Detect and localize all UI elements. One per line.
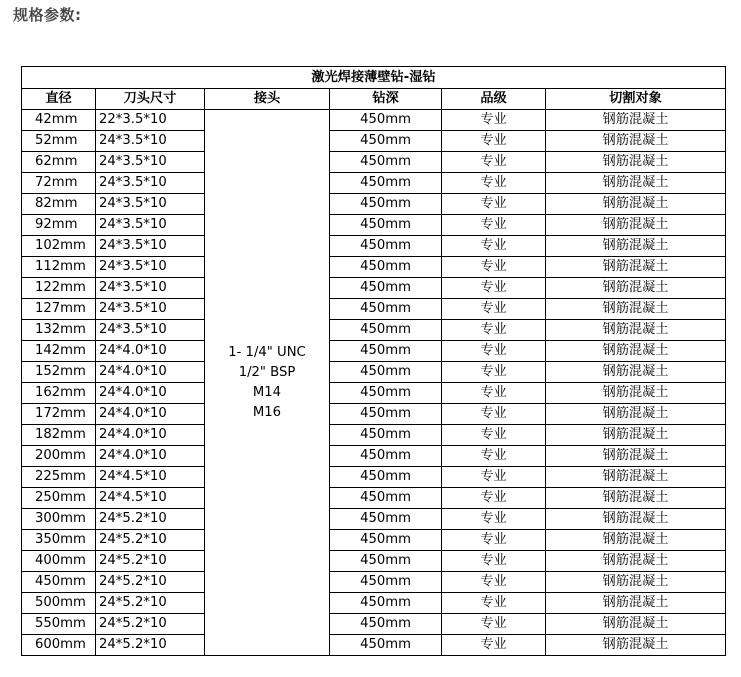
cell-grade: 专业: [442, 236, 546, 257]
cell-segment-size: 24*4.5*10: [96, 467, 205, 488]
cell-grade: 专业: [442, 404, 546, 425]
header-cutting-target: 切割对象: [546, 89, 726, 110]
cell-cutting-target: 钢筋混凝土: [546, 320, 726, 341]
cell-segment-size: 24*3.5*10: [96, 320, 205, 341]
cell-cutting-target: 钢筋混凝土: [546, 383, 726, 404]
cell-cutting-target: 钢筋混凝土: [546, 488, 726, 509]
page-heading: 规格参数:: [13, 6, 82, 24]
cell-diameter: 132mm: [22, 320, 96, 341]
cell-drill-depth: 450mm: [330, 341, 442, 362]
cell-diameter: 550mm: [22, 614, 96, 635]
spec-table: [21, 66, 726, 656]
cell-drill-depth: 450mm: [330, 551, 442, 572]
cell-segment-size: 24*3.5*10: [96, 236, 205, 257]
cell-diameter: 162mm: [22, 383, 96, 404]
table-title: 激光焊接薄壁钻-湿钻: [22, 67, 726, 89]
cell-segment-size: 24*4.0*10: [96, 446, 205, 467]
table-row: [22, 551, 726, 572]
cell-drill-depth: 450mm: [330, 173, 442, 194]
cell-grade: 专业: [442, 383, 546, 404]
header-grade: 品级: [442, 89, 546, 110]
cell-cutting-target: 钢筋混凝土: [546, 362, 726, 383]
cell-drill-depth: 450mm: [330, 425, 442, 446]
cell-grade: 专业: [442, 530, 546, 551]
cell-cutting-target: 钢筋混凝土: [546, 173, 726, 194]
table-row: [22, 383, 726, 404]
header-connector: 接头: [205, 89, 330, 110]
cell-diameter: 112mm: [22, 257, 96, 278]
cell-drill-depth: 450mm: [330, 614, 442, 635]
cell-cutting-target: 钢筋混凝土: [546, 593, 726, 614]
cell-diameter: 500mm: [22, 593, 96, 614]
cell-segment-size: 24*5.2*10: [96, 635, 205, 656]
cell-cutting-target: 钢筋混凝土: [546, 299, 726, 320]
cell-drill-depth: 450mm: [330, 404, 442, 425]
cell-drill-depth: 450mm: [330, 257, 442, 278]
cell-cutting-target: 钢筋混凝土: [546, 635, 726, 656]
table-row: [22, 152, 726, 173]
cell-segment-size: 24*4.0*10: [96, 404, 205, 425]
cell-segment-size: 24*5.2*10: [96, 551, 205, 572]
cell-grade: 专业: [442, 635, 546, 656]
cell-cutting-target: 钢筋混凝土: [546, 530, 726, 551]
cell-segment-size: 24*3.5*10: [96, 152, 205, 173]
cell-diameter: 300mm: [22, 509, 96, 530]
cell-connector: [205, 110, 330, 656]
cell-segment-size: 24*3.5*10: [96, 194, 205, 215]
cell-grade: 专业: [442, 572, 546, 593]
cell-grade: 专业: [442, 257, 546, 278]
cell-cutting-target: 钢筋混凝土: [546, 131, 726, 152]
connector-line: M14: [252, 384, 282, 400]
cell-segment-size: 24*5.2*10: [96, 509, 205, 530]
cell-cutting-target: 钢筋混凝土: [546, 257, 726, 278]
cell-grade: 专业: [442, 173, 546, 194]
cell-drill-depth: 450mm: [330, 215, 442, 236]
cell-cutting-target: 钢筋混凝土: [546, 215, 726, 236]
cell-segment-size: 24*5.2*10: [96, 593, 205, 614]
table-row: [22, 299, 726, 320]
table-row: [22, 236, 726, 257]
header-row: [22, 89, 726, 110]
cell-grade: 专业: [442, 131, 546, 152]
cell-drill-depth: 450mm: [330, 509, 442, 530]
cell-grade: 专业: [442, 299, 546, 320]
connector-line: 1- 1/4" UNC: [228, 344, 306, 360]
table-row: [22, 404, 726, 425]
cell-diameter: 225mm: [22, 467, 96, 488]
cell-grade: 专业: [442, 425, 546, 446]
table-row: [22, 278, 726, 299]
cell-drill-depth: 450mm: [330, 383, 442, 404]
cell-segment-size: 24*5.2*10: [96, 530, 205, 551]
cell-segment-size: 24*4.0*10: [96, 425, 205, 446]
cell-diameter: 350mm: [22, 530, 96, 551]
cell-segment-size: 22*3.5*10: [96, 110, 205, 131]
cell-cutting-target: 钢筋混凝土: [546, 278, 726, 299]
cell-grade: 专业: [442, 152, 546, 173]
cell-cutting-target: 钢筋混凝土: [546, 614, 726, 635]
cell-segment-size: 24*3.5*10: [96, 215, 205, 236]
cell-drill-depth: 450mm: [330, 362, 442, 383]
cell-cutting-target: 钢筋混凝土: [546, 551, 726, 572]
cell-drill-depth: 450mm: [330, 320, 442, 341]
cell-cutting-target: 钢筋混凝土: [546, 341, 726, 362]
cell-grade: 专业: [442, 509, 546, 530]
cell-cutting-target: 钢筋混凝土: [546, 572, 726, 593]
cell-diameter: 400mm: [22, 551, 96, 572]
cell-grade: 专业: [442, 194, 546, 215]
cell-segment-size: 24*3.5*10: [96, 278, 205, 299]
cell-diameter: 62mm: [22, 152, 96, 173]
cell-drill-depth: 450mm: [330, 152, 442, 173]
cell-diameter: 72mm: [22, 173, 96, 194]
cell-segment-size: 24*4.5*10: [96, 488, 205, 509]
table-row: [22, 173, 726, 194]
cell-grade: 专业: [442, 446, 546, 467]
table-row: [22, 572, 726, 593]
cell-cutting-target: 钢筋混凝土: [546, 110, 726, 131]
table-row: [22, 425, 726, 446]
cell-grade: 专业: [442, 320, 546, 341]
cell-diameter: 250mm: [22, 488, 96, 509]
cell-segment-size: 24*5.2*10: [96, 572, 205, 593]
table-row: [22, 509, 726, 530]
table-row: [22, 362, 726, 383]
table-body: [22, 110, 726, 656]
table-row: [22, 215, 726, 236]
cell-grade: 专业: [442, 362, 546, 383]
cell-segment-size: 24*4.0*10: [96, 341, 205, 362]
cell-drill-depth: 450mm: [330, 194, 442, 215]
table-row: [22, 467, 726, 488]
connector-line: M16: [252, 404, 282, 420]
cell-diameter: 82mm: [22, 194, 96, 215]
header-segment-size: 刀头尺寸: [96, 89, 205, 110]
header-diameter: 直径: [22, 89, 96, 110]
cell-cutting-target: 钢筋混凝土: [546, 404, 726, 425]
cell-diameter: 127mm: [22, 299, 96, 320]
cell-diameter: 102mm: [22, 236, 96, 257]
cell-cutting-target: 钢筋混凝土: [546, 509, 726, 530]
cell-grade: 专业: [442, 341, 546, 362]
cell-segment-size: 24*5.2*10: [96, 614, 205, 635]
cell-cutting-target: 钢筋混凝土: [546, 425, 726, 446]
cell-cutting-target: 钢筋混凝土: [546, 194, 726, 215]
table-row: [22, 110, 726, 131]
cell-diameter: 92mm: [22, 215, 96, 236]
cell-cutting-target: 钢筋混凝土: [546, 446, 726, 467]
cell-drill-depth: 450mm: [330, 488, 442, 509]
cell-grade: 专业: [442, 110, 546, 131]
table-row: [22, 131, 726, 152]
header-drill-depth: 钻深: [330, 89, 442, 110]
cell-diameter: 142mm: [22, 341, 96, 362]
cell-grade: 专业: [442, 593, 546, 614]
cell-diameter: 172mm: [22, 404, 96, 425]
table-row: [22, 530, 726, 551]
cell-segment-size: 24*4.0*10: [96, 383, 205, 404]
cell-diameter: 152mm: [22, 362, 96, 383]
cell-drill-depth: 450mm: [330, 278, 442, 299]
cell-drill-depth: 450mm: [330, 236, 442, 257]
table-row: [22, 341, 726, 362]
cell-grade: 专业: [442, 551, 546, 572]
cell-drill-depth: 450mm: [330, 530, 442, 551]
table-row: [22, 257, 726, 278]
cell-diameter: 450mm: [22, 572, 96, 593]
connector-line: 1/2" BSP: [238, 364, 296, 380]
cell-grade: 专业: [442, 278, 546, 299]
cell-drill-depth: 450mm: [330, 446, 442, 467]
cell-diameter: 52mm: [22, 131, 96, 152]
cell-cutting-target: 钢筋混凝土: [546, 236, 726, 257]
table-row: [22, 593, 726, 614]
table-row: [22, 488, 726, 509]
table-row: [22, 446, 726, 467]
cell-diameter: 182mm: [22, 425, 96, 446]
cell-grade: 专业: [442, 215, 546, 236]
cell-segment-size: 24*3.5*10: [96, 131, 205, 152]
cell-drill-depth: 450mm: [330, 593, 442, 614]
cell-drill-depth: 450mm: [330, 131, 442, 152]
cell-drill-depth: 450mm: [330, 110, 442, 131]
cell-diameter: 122mm: [22, 278, 96, 299]
table-row: [22, 614, 726, 635]
cell-drill-depth: 450mm: [330, 299, 442, 320]
cell-cutting-target: 钢筋混凝土: [546, 152, 726, 173]
cell-grade: 专业: [442, 488, 546, 509]
table-row: [22, 635, 726, 656]
table-row: [22, 320, 726, 341]
table-row: [22, 194, 726, 215]
cell-segment-size: 24*4.0*10: [96, 362, 205, 383]
cell-cutting-target: 钢筋混凝土: [546, 467, 726, 488]
cell-diameter: 600mm: [22, 635, 96, 656]
cell-segment-size: 24*3.5*10: [96, 257, 205, 278]
cell-drill-depth: 450mm: [330, 572, 442, 593]
cell-grade: 专业: [442, 467, 546, 488]
cell-drill-depth: 450mm: [330, 635, 442, 656]
cell-segment-size: 24*3.5*10: [96, 299, 205, 320]
cell-diameter: 42mm: [22, 110, 96, 131]
cell-grade: 专业: [442, 614, 546, 635]
cell-drill-depth: 450mm: [330, 467, 442, 488]
cell-diameter: 200mm: [22, 446, 96, 467]
cell-segment-size: 24*3.5*10: [96, 173, 205, 194]
